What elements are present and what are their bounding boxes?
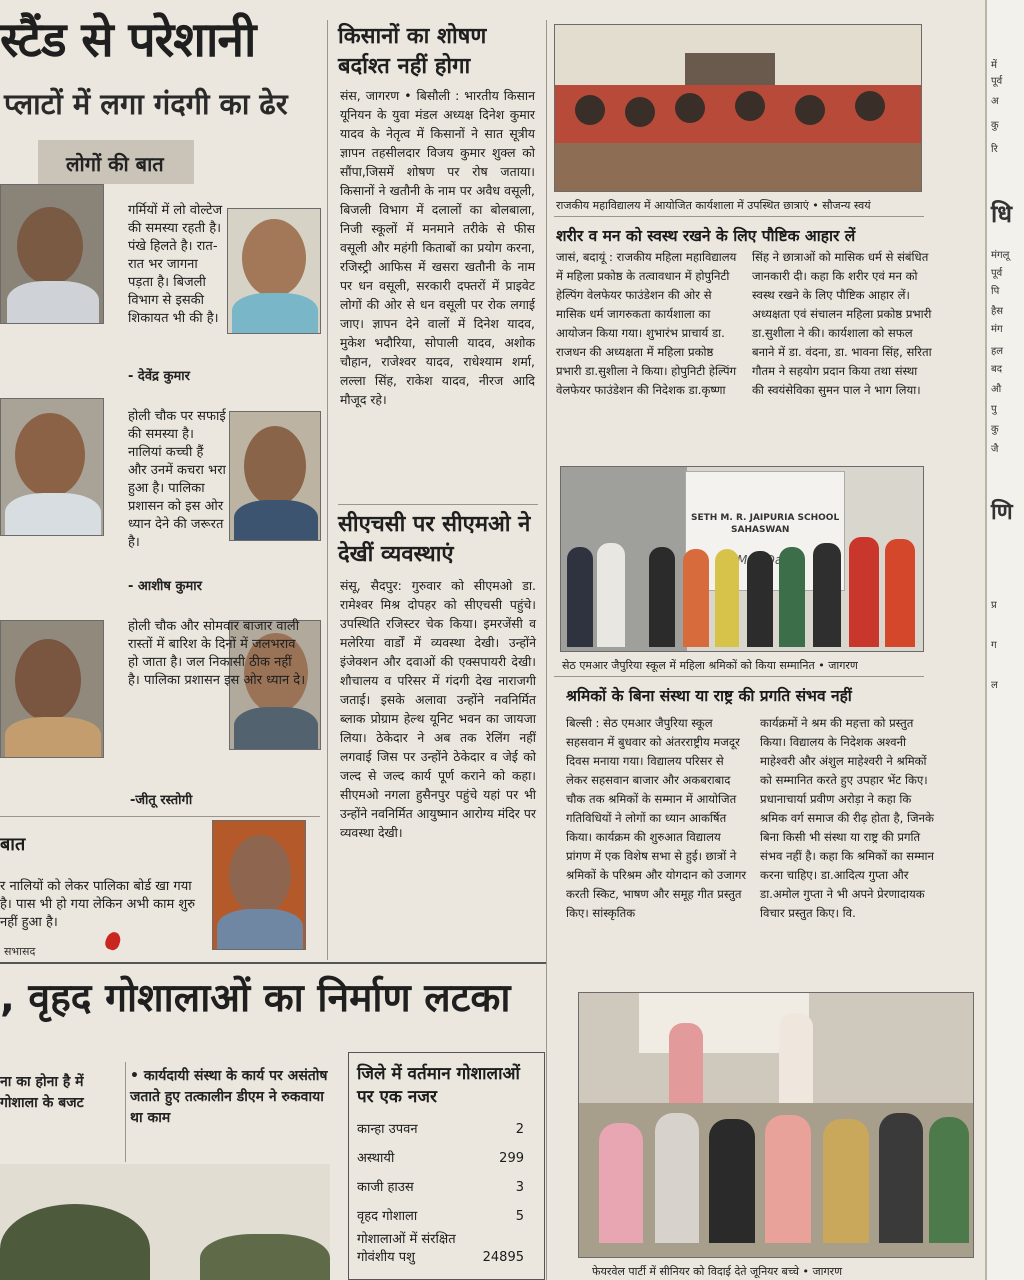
strip-text: अ [991,96,999,107]
bat-text: र नालियों को लेकर पालिका बोर्ड खा गया है। पास भी हो गया लेकिन अभी काम शुरु नहीं हुआ है। [0,879,195,930]
quote-author: - देवेंद्र कुमार [128,369,190,384]
portrait-photo [0,620,104,758]
quote-text: गर्मियों में लो वोल्टेज की समस्या रहती है। पंखे हिलते है। रात-रात भर जागना पड़ता है। बिजली विभाग से इसकी शिकायत भी की है। [128,203,223,326]
photo-caption: फेयरवेल पार्टी में सीनियर को विदाई देते जूनियर बच्चे • जागरण [592,1265,843,1278]
story-body: संसू, सैदपुर: गुरुवार को सीएमओ डा. रामेश्वर मिश्र दोपहर को सीएचसी पहुंचे। उपस्थिति रजिस्टर चेक किया। इमरजेंसी व मलेरिया वार्डों में व्यवस्था देखी। उन्होंने इंजेक्शन और दवाओं की एक्सपायरी देखी। शौचालय व परिसर में गंदगी देख नाराजगी जताई। इसके अलावा उन्होंने नवनिर्मित ब्लाक प्रोग्राम हेल्थ यूनिट भवन का जायजा लिया। ठेकेदार ने अब तक रेलिंग नहीं लगवाई जिस पर उन्होंने ठेकेदार व जेई को जल्द से जल्द कार्य पूर्ण कराने को कहा। सीएमओ नगला हुसैनपुर पहुंचे यहां पर भी उन्होंने नवनिर्मित आयुष्मान आरोग्य मंदिर पर व्यवस्था देखी। [340,578,536,840]
strip-text: कु [991,120,999,131]
story-body: संस, जागरण • बिसौली : भारतीय किसान यूनियन के युवा मंडल अध्यक्ष दिनेश कुमार यादव के नेतृत्व में किसानों ने सात सूत्रीय ज्ञापन तहसीलदार विजय कुमार शुक्ल को सौंपा,जिसमें शोषण पर रोष जताया। किसानों ने खतौनी के नाम पर अवैध वसूली, बिजली विभाग में दलालों का बोलबाला, निजी स्कूलों में मनमाने तरीके से फीस वसूली और महंगी किताबों का प्रयोग करना, रजिस्ट्री आफिस में खसरा खतौनी के नाम पर धन वसूली, सरकारी दफ्तरों में प्राइवेट लोगों की ओर से धन वसूली पर रोक लगाई जाए। ज्ञापन देने वालों में दिनेश यादव, मुकेश भदौरिया, सोपाली यादव, अशोक चौहान, राजेश्वर यादव, राधेश्याम शर्मा, लल्ला सिंह, राकेश यादव, नीरज आदि मौजूद रहे। [340,88,535,407]
adjacent-page-strip [985,0,1024,1280]
quote-text: होली चौक पर सफाई की समस्या है। नालियां कच्ची हैं और उनमें कचरा भरा हुआ है। पालिका प्रशासन को इस ओर ध्यान देने की जरूरत है। [128,409,226,550]
stat-value: 2 [515,1122,524,1137]
strip-text: णि [991,500,1013,525]
stat-row [357,1231,536,1267]
stat-label: वृहद गोशाला [357,1209,418,1224]
banner-text: SAHASWAN [731,525,790,535]
stat-row [357,1115,536,1144]
box-title: जिले में वर्तमान गोशालाओं पर एक नजर [357,1064,520,1107]
stat-label: काजी हाउस [357,1180,414,1195]
strip-text: धि [991,200,1012,228]
stat-value: 3 [515,1180,524,1195]
stat-label: अस्थायी [357,1151,395,1166]
stat-row [357,1202,536,1231]
stat-row [357,1144,536,1173]
classroom-photo [554,24,922,192]
stat-value: 24895 [482,1250,524,1265]
banner-text: Day [765,553,790,567]
stat-row [357,1173,536,1202]
portrait-photo [212,820,306,950]
strip-text: हैस [991,306,1004,317]
bottom-headline: , वृहद गोशालाओं का निर्माण लटका [0,976,511,1021]
section-label: लोगों की बात [38,140,194,184]
portrait-photo [0,398,104,536]
story-headline: श्रमिकों के बिना संस्था या राष्ट्र की प्रगति संभव नहीं [566,687,852,705]
red-quote-mark [103,930,122,952]
stat-value: 5 [515,1209,524,1224]
left-subheadline: प्लाटों में लगा गंदगी का ढेर [4,87,288,121]
strip-text: औ [991,384,1002,395]
story-headline: किसानों का शोषण बर्दाश्त नहीं होगा [338,24,487,79]
strip-text: पु [991,404,997,415]
quote-author: -जीतू रस्तोगी [130,793,193,808]
strip-text: प्र [991,600,997,611]
strip-text: रि [991,144,998,155]
strip-text: मंग [991,324,1003,335]
banner-text: SETH M. R. JAIPURIA SCHOOL [691,513,840,523]
strip-text: ल [991,680,998,691]
stat-label: कान्हा उपवन [357,1122,418,1137]
bat-label: बात [0,834,26,855]
strip-text: पूर्व [991,268,1003,279]
story-body: बिल्सी : सेठ एमआर जैपुरिया स्कूल सहसवान में बुधवार को अंतरराष्ट्रीय मजदूर दिवस मनाया गया। विद्यालय परिसर से लेकर सहसवान बाजार और अकबराबाद चौक तक श्रमिकों के सम्मान में आयोजित गतिविधियों ने लोगों का ध्यान आकर्षित किया। कार्यक्रम की शुरुआत विद्यालय प्रांगण में एक विशेष सभा से हुई। छात्रों ने श्रमिकों के परिश्रम और योगदान को उजागर करती स्किट, भाषण और समूह गीत प्रस्तुत किए। सांस्कृतिक [566,716,747,920]
bat-author: सभासद [4,945,36,958]
story-body: कार्यक्रमों ने श्रम की महत्ता को प्रस्तुत किया। विद्यालय के निदेशक अश्वनी माहेश्वरी और अंशुल माहेश्वरी ने श्रमिकों को सम्मानित करते हुए उपहार भेंट किए। प्रधानाचार्या प्रवीण अरोड़ा ने कहा कि श्रमिक वर्ग समाज की रीढ़ होता है, जिनके बिना किसी भी संस्था या राष्ट्र की प्रगति संभव नहीं है। कहा कि श्रमिकों का सम्मान करना चाहिए। डा.आदित्य गुप्ता और डा.अमोल गुप्ता ने भी अपने प्रेरणादायक विचार प्रस्तुत किए। वि. [760,716,934,920]
strip-text: जै [991,444,999,455]
strip-text: बद [991,364,1003,375]
stat-label: गोशालाओं में संरक्षित गोवंशीय पशु [357,1232,456,1265]
strip-text: पि [991,286,1000,297]
strip-text: में [991,60,997,71]
portrait-photo [0,184,104,324]
strip-text: ग [991,640,997,651]
story-headline: शरीर व मन को स्वस्थ रखने के लिए पौष्टिक आहार लें [556,227,856,245]
gaushala-stats-box [348,1052,545,1280]
story-body: जासं, बदायूं : राजकीय महिला महाविद्यालय में महिला प्रकोष्ठ के तत्वावधान में होपुनिटी हेल्पिंग वेलफेयर फाउंडेशन की ओर से मासिक धर्म जागरुकता कार्यशाला का आयोजन किया गया। शुभारंभ प्राचार्य डा. राजधन की अध्यक्षता में महिला प्रकोष्ठ प्रभारी डा.सुशीला ने किया। होपुनिटी हेल्पिंग वेलफेयर फाउंडेशन की निदेशक डा.कृष्णा [556,250,737,397]
stat-value: 299 [499,1151,524,1166]
story-body: सिंह ने छात्राओं को मासिक धर्म से संबंधित जानकारी दी। कहा कि शरीर एवं मन को स्वस्थ रखने के लिए पौष्टिक आहार लें। अध्यक्षता एवं संचालन महिला प्रकोष्ठ प्रभारी डा.सुशीला ने की। कार्यशाला को सफल बनाने में डा. वंदना, डा. भावना सिंह, सरिता गौतम ने सहयोग प्रदान किया तथा संस्था की स्वयंसेविका सुमन पाल ने भाग लिया। [752,250,932,397]
farewell-photo [578,992,974,1258]
gaushala-photo [0,1164,330,1280]
photo-caption: सेठ एमआर जैपुरिया स्कूल में महिला श्रमिकों को किया सम्मानित • जागरण [562,659,858,672]
portrait-photo [227,208,321,334]
bottom-text: • कार्यदायी संस्था के कार्य पर असंतोष जताते हुए तत्कालीन डीएम ने रुकवाया था काम [130,1068,328,1126]
left-headline: स्टैंड से परेशानी [0,12,256,68]
photo-caption: राजकीय महाविद्यालय में आयोजित कार्यशाला में उपस्थित छात्राएं • सौजन्य स्वयं [556,199,871,212]
school-event-photo [560,466,924,652]
strip-text: हल [991,346,1004,357]
strip-text: मंगलू [991,250,1010,261]
quote-text: होली चौक और सोमवार बाजार वाली रास्तों में बारिश के दिनों में जलभराव हो जाता है। जल निकासी ठीक नहीं है। पालिका प्रशासन इस ओर ध्यान दे। [128,619,306,688]
bottom-text: ना का होना है में गोशाला के बजट [0,1074,84,1111]
story-headline: सीएचसी पर सीएमओ ने देखीं व्यवस्थाएं [338,512,531,567]
quote-author: - आशीष कुमार [128,579,202,594]
strip-text: पूर्व [991,76,1003,87]
portrait-photo [229,411,321,541]
strip-text: कु [991,424,999,435]
